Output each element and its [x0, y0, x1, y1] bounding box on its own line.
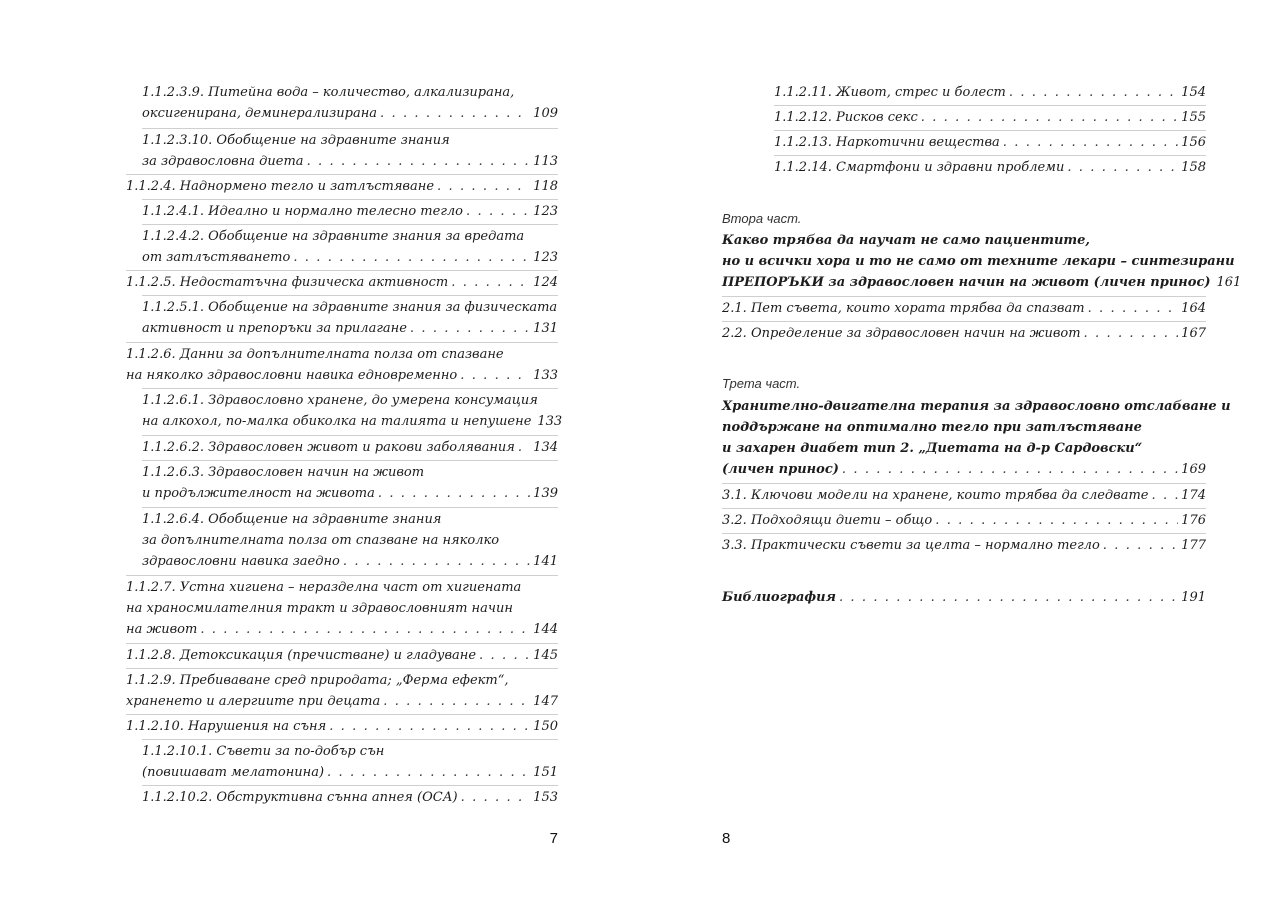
toc-entry-title: 1.1.2.11. Живот, стрес и болест [774, 85, 1006, 100]
part-label: Трета част. [722, 376, 801, 391]
divider [722, 296, 1206, 297]
toc-entry[interactable] [126, 272, 558, 293]
divider [774, 130, 1206, 131]
toc-entry[interactable] [126, 645, 558, 666]
toc-entry-bibliography[interactable] [722, 587, 1206, 608]
toc-page-number: 123 [533, 250, 558, 265]
toc-page-number: 164 [1181, 301, 1206, 316]
toc-entry-title: 1.1.2.13. Наркотични вещества [774, 135, 1000, 150]
toc-page-number: 131 [533, 321, 558, 336]
toc-entry-line: 1.1.2.4.2. Обобщение на здравните знания за вредата [142, 229, 525, 244]
toc-entry[interactable] [722, 535, 1206, 556]
toc-entry-title: за здравословна диета [142, 154, 304, 169]
toc-entry-line: 1.1.2.6.3. Здравословен начин на живот [142, 465, 425, 480]
toc-entry[interactable] [722, 485, 1206, 506]
leader-dots [518, 437, 530, 458]
leader-dots [1103, 535, 1178, 556]
toc-entry[interactable] [722, 323, 1206, 344]
divider [142, 739, 558, 740]
toc-entry-line: 1.1.2.10.1. Съвети за по-добър сън [142, 744, 385, 759]
toc-entry[interactable] [142, 787, 558, 808]
leader-dots [921, 107, 1178, 128]
toc-entry-title: 2.2. Определение за здравословен начин на живот [722, 326, 1081, 341]
leader-dots [451, 272, 530, 293]
leader-dots [1084, 323, 1179, 344]
part-heading-line: поддържане на оптимално тегло при затлъстяване [722, 420, 1142, 435]
leader-dots [1009, 82, 1178, 103]
toc-page-number: 139 [533, 486, 558, 501]
part-heading-line: и захарен диабет тип 2. „Диетата на д-р Сардовски“ [722, 441, 1143, 456]
divider [126, 668, 558, 669]
divider [774, 105, 1206, 106]
toc-entry-title: оксигенирана, деминерализирана [142, 106, 378, 121]
toc-entry-line: 1.1.2.6. Данни за допълнителната полза от спазване [126, 347, 504, 362]
leader-dots [343, 551, 530, 572]
divider [126, 714, 558, 715]
toc-entry-title: Библиография [722, 590, 836, 605]
divider [126, 270, 558, 271]
toc-page-number: 154 [1181, 85, 1206, 100]
toc-entry-line: на храносмилателния тракт и здравословният начин [126, 601, 513, 616]
leader-dots [307, 151, 531, 172]
toc-entry[interactable] [774, 82, 1206, 103]
page-number: 7 [549, 830, 558, 847]
toc-page-number: 156 [1181, 135, 1206, 150]
toc-page-number: 176 [1181, 513, 1206, 528]
toc-entry-line: 1.1.2.3.9. Питейна вода – количество, алкализирана, [142, 85, 515, 100]
toc-entry-title: 1.1.2.14. Смартфони и здравни проблеми [774, 160, 1065, 175]
leader-dots [378, 483, 530, 504]
part-heading-line: но и всички хора и то не само от техните лекари – синтезирани [722, 254, 1235, 269]
divider [142, 128, 558, 129]
toc-entry[interactable] [722, 298, 1206, 319]
toc-entry[interactable] [142, 297, 558, 339]
toc-entry-title: 1.1.2.5. Недостатъчна физическа активност [126, 275, 449, 290]
part-heading[interactable] [722, 396, 1231, 480]
toc-entry-title: на живот [126, 622, 198, 637]
leader-dots [842, 459, 1178, 480]
toc-page-number: 167 [1181, 326, 1206, 341]
toc-entry-title: 3.2. Подходящи диети – общо [722, 513, 933, 528]
toc-page-number: 141 [533, 554, 558, 569]
toc-entry[interactable] [142, 226, 558, 268]
leader-dots [410, 318, 530, 339]
toc-entry[interactable] [142, 741, 558, 783]
divider [142, 199, 558, 200]
leader-dots [460, 365, 530, 386]
toc-page-number: 134 [533, 440, 558, 455]
leader-dots [380, 103, 530, 124]
leader-dots [461, 787, 531, 808]
toc-entry-title: 3.1. Ключови модели на хранене, които трябва да следвате [722, 488, 1149, 503]
toc-entry-title: 1.1.2.10. Нарушения на съня [126, 719, 327, 734]
toc-entry[interactable] [722, 510, 1206, 531]
toc-entry-line: за допълнителната полза от спазване на няколко [142, 533, 500, 548]
toc-page-number: 118 [533, 179, 558, 194]
toc-entry-title: (повишават мелатонина) [142, 765, 325, 780]
toc-page-number: 151 [533, 765, 558, 780]
leader-dots [935, 510, 1178, 531]
divider [142, 460, 558, 461]
divider [722, 533, 1206, 534]
part-heading-line: Какво трябва да научат не само пациентите, [722, 233, 1090, 248]
toc-entry-title: 1.1.2.10.2. Обструктивна сънна апнея (ОСА) [142, 790, 458, 805]
toc-entry-title: и продължителност на живота [142, 486, 375, 501]
toc-page-number: 153 [533, 790, 558, 805]
divider [722, 508, 1206, 509]
divider [774, 155, 1206, 156]
leader-dots [329, 716, 530, 737]
toc-page-number: 109 [533, 106, 558, 121]
toc-entry[interactable] [142, 201, 558, 222]
toc-entry[interactable] [142, 462, 558, 504]
toc-entry-line: 1.1.2.9. Пребиваване сред природата; „Ферма ефект“, [126, 673, 509, 688]
leader-dots [200, 619, 530, 640]
toc-page-number: 150 [533, 719, 558, 734]
toc-entry[interactable] [126, 670, 558, 712]
toc-page-number: 177 [1181, 538, 1206, 553]
leader-dots [1067, 157, 1178, 178]
toc-entry-line: 1.1.2.5.1. Обобщение на здравните знания за физическата [142, 300, 558, 315]
toc-entry-title: активност и препоръки за прилагане [142, 321, 407, 336]
toc-page-number: 191 [1181, 590, 1206, 605]
toc-entry[interactable] [126, 577, 558, 640]
toc-entry[interactable] [142, 437, 558, 458]
divider [142, 507, 558, 508]
part-heading-title: (личен принос) [722, 462, 839, 477]
toc-entry-line: 1.1.2.7. Устна хигиена – неразделна част от хигиената [126, 580, 522, 595]
toc-entry[interactable] [142, 82, 558, 124]
toc-entry[interactable] [126, 716, 558, 737]
toc-entry-title: 1.1.2.4. Наднормено тегло и затлъстяване [126, 179, 435, 194]
leader-dots [1003, 132, 1178, 153]
leader-dots [839, 587, 1178, 608]
toc-entry-line: 1.1.2.3.10. Обобщение на здравните знания [142, 133, 450, 148]
leader-dots [479, 645, 530, 666]
toc-entry-line: 1.1.2.6.1. Здравословно хранене, до умерена консумация [142, 393, 538, 408]
divider [126, 643, 558, 644]
toc-entry-title: от затлъстяването [142, 250, 291, 265]
part-heading-title: ПРЕПОРЪКИ за здравословен начин на живот (личен принос) [722, 275, 1211, 290]
toc-entry[interactable] [774, 132, 1206, 153]
toc-entry-title: здравословни навика заедно [142, 554, 340, 569]
leader-dots [437, 176, 530, 197]
toc-entry[interactable] [142, 130, 558, 172]
divider [722, 321, 1206, 322]
toc-entry-title: 1.1.2.12. Рисков секс [774, 110, 918, 125]
toc-page-number: 133 [537, 414, 563, 429]
toc-entry[interactable] [126, 176, 558, 197]
toc-entry-title: 3.3. Практически съвети за целта – нормално тегло [722, 538, 1100, 553]
toc-page-number: 169 [1181, 462, 1206, 477]
toc-page-number: 133 [533, 368, 558, 383]
toc-entry[interactable] [774, 107, 1206, 128]
toc-entry-title: 1.1.2.6.2. Здравословен живот и ракови заболявания [142, 440, 515, 455]
toc-page-number: 124 [533, 275, 558, 290]
toc-page-number: 174 [1181, 488, 1206, 503]
toc-page-number: 123 [533, 204, 558, 219]
divider [142, 224, 558, 225]
toc-page-number: 158 [1181, 160, 1206, 175]
divider [142, 435, 558, 436]
toc-entry-title: на няколко здравословни навика едновременно [126, 368, 458, 383]
divider [126, 342, 558, 343]
part-label: Втора част. [722, 211, 802, 226]
toc-page-number: 145 [533, 648, 558, 663]
leader-dots [1088, 298, 1179, 319]
leader-dots [293, 247, 530, 268]
toc-page-number: 155 [1181, 110, 1206, 125]
part-heading-line: Хранително-двигателна терапия за здравословно отслабване и [722, 399, 1231, 414]
toc-entry-title: 1.1.2.8. Детоксикация (пречистване) и гладуване [126, 648, 477, 663]
leader-dots [466, 201, 530, 222]
leader-dots [327, 762, 530, 783]
divider [142, 295, 558, 296]
divider [142, 785, 558, 786]
toc-page-number: 144 [533, 622, 558, 637]
toc-entry-title: на алкохол, по-малка обиколка на талията и непушене [142, 414, 532, 429]
divider [126, 174, 558, 175]
toc-entry[interactable] [774, 157, 1206, 178]
toc-entry[interactable] [142, 509, 558, 572]
toc-page-number: 147 [533, 694, 558, 709]
toc-page-number: 161 [1216, 275, 1242, 290]
divider [142, 388, 558, 389]
toc-entry-title: 1.1.2.4.1. Идеално и нормално телесно тегло [142, 204, 464, 219]
toc-entry-title: 2.1. Пет съвета, които хората трябва да спазват [722, 301, 1085, 316]
divider [126, 575, 558, 576]
toc-page-number: 113 [533, 154, 558, 169]
toc-entry-title: храненето и алергиите при децата [126, 694, 381, 709]
toc-entry[interactable] [142, 390, 563, 432]
part-heading[interactable] [722, 230, 1242, 293]
toc-entry[interactable] [126, 344, 558, 386]
toc-entry-line: 1.1.2.6.4. Обобщение на здравните знания [142, 512, 442, 527]
divider [722, 483, 1206, 484]
leader-dots [1152, 485, 1179, 506]
leader-dots [383, 691, 530, 712]
page-number: 8 [722, 830, 731, 847]
